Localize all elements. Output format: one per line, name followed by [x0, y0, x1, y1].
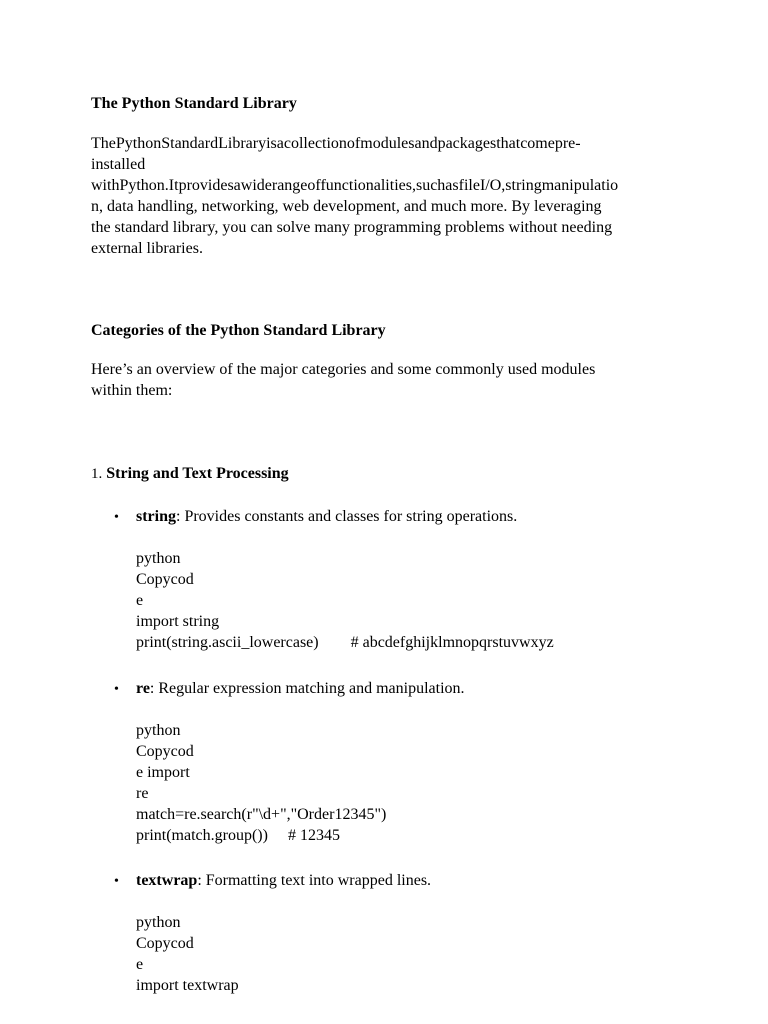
code-block [136, 720, 696, 846]
list-item [136, 678, 696, 699]
module-name: string [136, 508, 176, 525]
code-line: Copycod [136, 935, 194, 952]
intro-line: external libraries. [91, 240, 203, 257]
code-line: e [136, 956, 144, 973]
module-name: textwrap [136, 872, 198, 889]
intro-line: the standard library, you can solve many programming problems without needing [91, 219, 613, 236]
code-block [136, 912, 696, 996]
intro-line: n, data handling, networking, web development, and much more. By leveraging [91, 198, 602, 215]
list-item [136, 870, 696, 891]
code-line: python [136, 914, 181, 931]
intro-paragraph [91, 133, 681, 259]
overview-line: Here’s an overview of the major categories and some commonly used modules [91, 361, 596, 378]
module-description: : Provides constants and classes for string operations. [176, 508, 518, 525]
module-description: : Regular expression matching and manipulation. [149, 680, 465, 697]
code-line: match=re.search(r"\d+","Order12345") [136, 806, 387, 823]
bullet-icon: • [114, 510, 119, 525]
code-line: python [136, 550, 181, 567]
intro-line: withPython.Itprovidesawiderangeoffunctionalities,suchasfileI/O,stringmanipulatio [91, 177, 619, 194]
code-block [136, 548, 696, 653]
section-number: 1. [91, 466, 103, 482]
intro-line: ThePythonStandardLibraryisacollectionofmodulesandpackagesthatcomepre- [91, 135, 581, 152]
overview-paragraph [91, 359, 681, 401]
code-line: print(string.ascii_lowercase) # abcdefghijklmnopqrstuvwxyz [136, 634, 554, 651]
categories-heading: Categories of the Python Standard Library [91, 322, 386, 339]
intro-line: installed [91, 156, 146, 173]
code-line: print(match.group()) # 12345 [136, 827, 340, 844]
code-line: Copycod [136, 743, 194, 760]
module-description: : Formatting text into wrapped lines. [197, 872, 432, 889]
bullet-icon: • [114, 682, 119, 697]
code-line: python [136, 722, 181, 739]
code-line: Copycod [136, 571, 194, 588]
document-title: The Python Standard Library [91, 95, 297, 112]
code-line: e [136, 592, 144, 609]
section-heading [91, 463, 681, 485]
list-item [136, 506, 696, 527]
bullet-icon: • [114, 874, 119, 889]
code-line: import textwrap [136, 977, 239, 994]
overview-line: within them: [91, 382, 173, 399]
section-title: String and Text Processing [106, 465, 289, 482]
code-line: import string [136, 613, 220, 630]
code-line: e import [136, 764, 190, 781]
code-line: re [136, 785, 149, 802]
module-name: re [136, 680, 150, 697]
